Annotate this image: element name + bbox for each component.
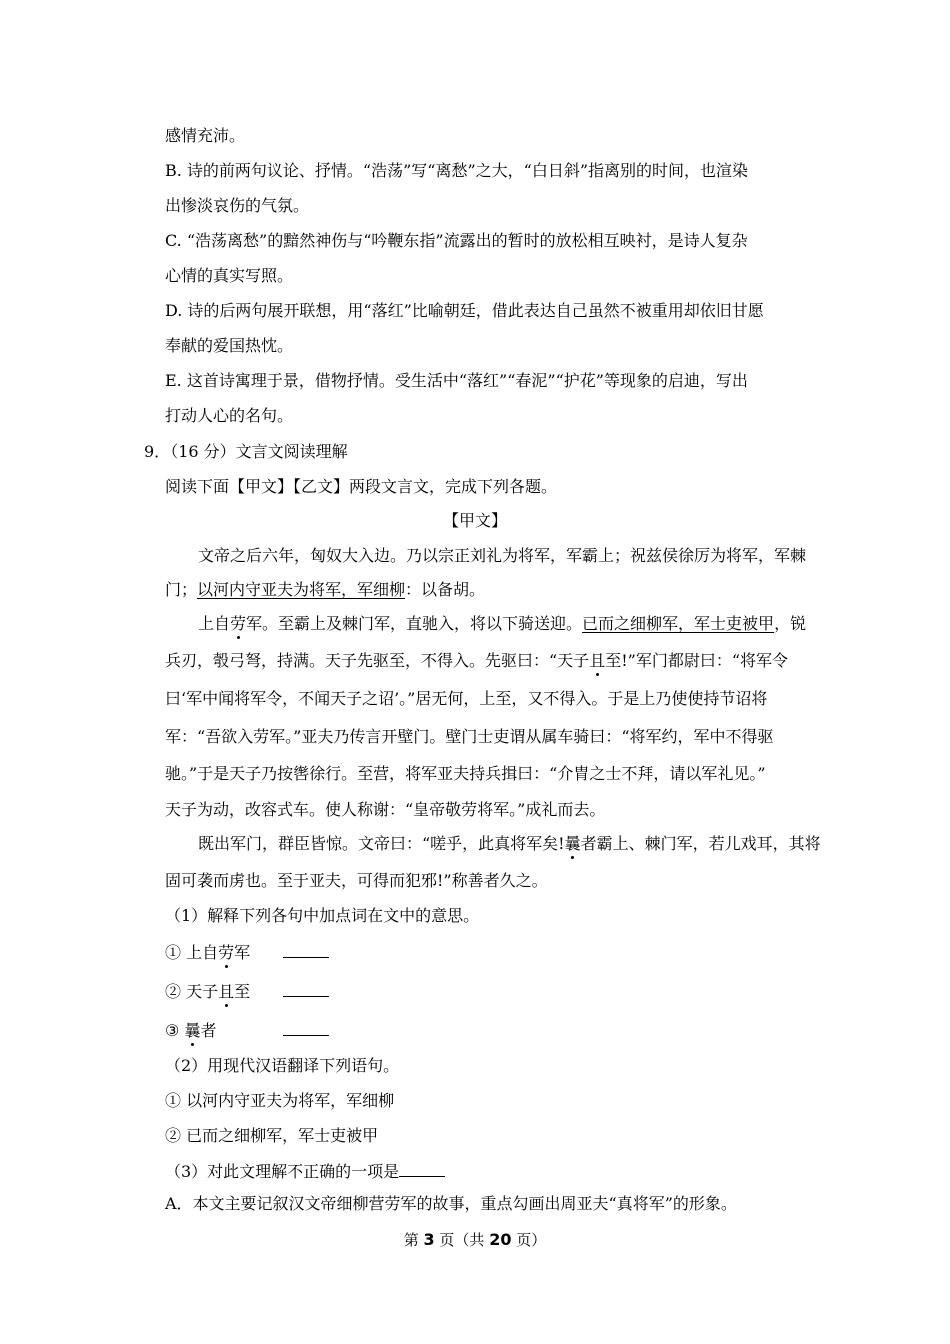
dotted-word: 且 [589,651,606,670]
option-d-line: D. 诗的后两句展开联想，用“落红”比喻朝廷，借此表达自己虽然不被重用却依旧甘愿 [165,301,764,320]
answer-blank[interactable] [283,1019,329,1036]
passage-line [165,580,485,600]
answer-blank[interactable] [283,980,329,997]
page-number: 3 [423,1230,435,1249]
answer-blank[interactable] [283,941,329,958]
text-span: ① 上自 [165,943,219,962]
text-line: 奉献的爱国热忱。 [165,336,294,355]
text-span: ：以备胡。 [405,580,486,599]
footer-text: 页） [511,1231,547,1249]
subquestion-1-item [165,1019,329,1041]
passage-line: 文帝之后六年，匈奴大入边。乃以宗正刘礼为将军，军霸上；祝兹侯徐厉为将军，军棘 [198,546,807,565]
text-span: 至 [234,982,251,1001]
text-line: 出惨淡哀伤的气氛。 [165,196,310,215]
underlined-sentence: 已而之细柳军，军士吏被甲 [582,614,775,633]
text-span: 者霸上、棘门军，若儿戏耳，其将 [580,834,821,853]
subquestion-3-title [165,1160,445,1182]
text-span: 兵刃，彀弓弩，持满。天子先驱至，不得入。先驱曰：“天子 [165,651,590,670]
question-title: （16 分）文言文阅读理解 [170,442,348,461]
passage-line [198,834,821,854]
text-line: 感情充沛。 [165,126,246,145]
subquestion-1-item [165,980,329,1002]
question-intro: 阅读下面【甲文】【乙文】两段文言文，完成下列各题。 [165,477,558,496]
option-c-line: C. “浩荡离愁”的黯然神伤与“吟鞭东指”流露出的暂时的放松相互映衬，是诗人复杂 [165,231,748,250]
dotted-word: 且 [218,982,235,1001]
item-text [165,943,283,963]
text-line: 打动人心的名句。 [165,406,294,425]
passage-line: 军：“吾欲入劳军。”亚夫乃传言开壁门。壁门士吏谓从属车骑曰：“将军约，军中不得驱 [165,727,774,746]
dotted-word: 曩 [564,834,581,853]
text-line: 心情的真实写照。 [165,266,294,285]
text-span: 至!”军门都尉曰：“将军令 [605,651,788,670]
passage-line: 天子为动，改容式车。使人称谢：“皇帝敬劳将军。”成礼而去。 [165,800,606,819]
page-footer [0,1229,950,1250]
text-span: ② 天子 [165,982,219,1001]
passage-line [198,614,806,634]
passage-line: 驰。”于是天子乃按辔徐行。至营，将军亚夫持兵揖曰：“介胄之士不拜，请以军礼见。” [165,764,766,783]
question-header [144,442,348,462]
text-span: 上自 [198,614,231,633]
text-span: ，锐 [774,614,807,633]
text-span: 军 [234,943,251,962]
subquestion-2-item: ① 以河内守亚夫为将军，军细柳 [165,1091,395,1110]
underlined-sentence: 以河内守亚夫为将军，军细柳 [197,580,406,599]
subquestion-1-title: （1）解释下列各句中加点词在文中的意思。 [165,906,480,925]
footer-text: 页（共 [434,1231,490,1249]
subquestion-2-item: ② 已而之细柳军，军士吏被甲 [165,1126,379,1145]
text-span: 既出军门，群臣皆惊。文帝曰：“嗟乎，此真将军矣! [198,834,565,853]
text-span: 者 [200,1021,217,1040]
text-span: （3）对此文理解不正确的一项是 [165,1162,400,1181]
dotted-word: 曩 [184,1021,201,1040]
passage-title: 【甲文】 [442,511,507,530]
dotted-word: 劳 [230,614,247,633]
question-number: 9． [144,442,171,461]
item-text [165,982,283,1002]
dotted-word: 劳 [218,943,235,962]
option-e-line: E. 这首诗寓理于景，借物抒情。受生活中“落红”“春泥”“护花”等现象的启迪，写出 [165,371,748,390]
total-pages: 20 [489,1230,512,1249]
answer-blank[interactable] [399,1160,445,1177]
text-span: 门； [165,580,198,599]
option-b-line: B. 诗的前两句议论、抒情。“浩荡”写“离愁”之大，“白日斜”指离别的时间，也渲染 [165,161,749,180]
passage-line: 固可袭而虏也。至于亚夫，可得而犯邪!”称善者久之。 [165,871,548,890]
item-text [165,1021,283,1041]
option-a-line: A．本文主要记叙汉文帝细柳营劳军的故事，重点勾画出周亚夫“真将军”的形象。 [165,1194,737,1213]
text-span: ③ [165,1021,185,1040]
passage-line [165,651,788,671]
text-span: 军。至霸上及棘门军，直驰入，将以下骑送迎。 [246,614,583,633]
subquestion-2-title: （2）用现代汉语翻译下列语句。 [165,1056,400,1075]
passage-line: 曰‘军中闻将军令，不闻天子之诏’。”居无何，上至，又不得入。于是上乃使使持节诏将 [165,689,768,708]
subquestion-1-item [165,941,329,963]
footer-text: 第 [403,1231,424,1249]
